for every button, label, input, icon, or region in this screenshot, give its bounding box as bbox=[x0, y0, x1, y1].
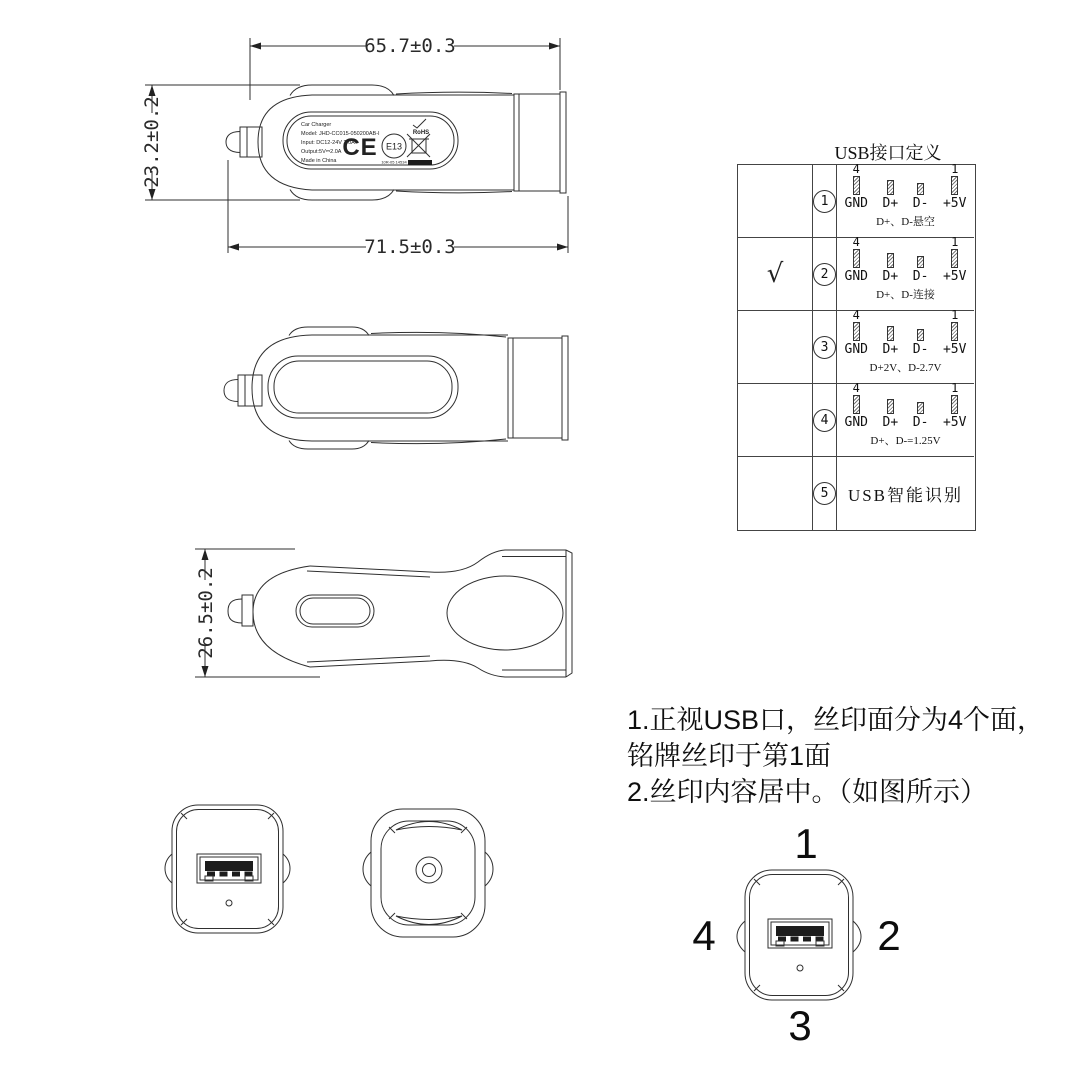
pin-grid bbox=[844, 308, 967, 357]
pin-label-dplus: D+ bbox=[882, 269, 899, 284]
dim-text-71-5: 71.5±0.3 bbox=[364, 236, 456, 258]
center-contact-icon bbox=[416, 857, 442, 883]
row3-number bbox=[813, 311, 837, 384]
row5-note: USB智能识别 bbox=[847, 486, 964, 505]
pin-label-dminus: D- bbox=[912, 269, 929, 284]
pin-grid bbox=[844, 162, 967, 211]
note-line-3: 2.丝印内容居中。（如图所示） bbox=[627, 777, 988, 807]
pin-number-1: 1 bbox=[951, 308, 959, 322]
pin-icon bbox=[853, 176, 860, 195]
pin-icon bbox=[951, 322, 958, 341]
row2-check: √ bbox=[738, 238, 813, 311]
dim-label-face-width bbox=[250, 35, 560, 100]
row4-note: D+、D-=1.25V bbox=[870, 435, 941, 447]
pin-label-gnd: GND bbox=[844, 196, 868, 211]
led-indicator-icon bbox=[797, 965, 803, 971]
pin-label-dminus: D- bbox=[912, 342, 929, 357]
pin-icon bbox=[853, 249, 860, 268]
row1-number bbox=[813, 165, 837, 238]
pin-label-dminus: D- bbox=[912, 196, 929, 211]
pin-icon bbox=[917, 183, 924, 195]
pin-label-5v: +5V bbox=[942, 415, 967, 430]
pin-label-5v: +5V bbox=[942, 196, 967, 211]
pin-number-4: 4 bbox=[852, 235, 860, 249]
view-orientation bbox=[692, 820, 900, 1049]
row3-note: D+2V、D-2.7V bbox=[869, 362, 942, 374]
pin-label-dminus: D- bbox=[912, 415, 929, 430]
view-side-label bbox=[226, 85, 566, 200]
face-label-right: 2 bbox=[877, 912, 901, 959]
pin-icon bbox=[853, 395, 860, 414]
view-front-face bbox=[165, 805, 290, 933]
pin-label-gnd: GND bbox=[844, 415, 868, 430]
dim-text-26-5: 26.5±0.2 bbox=[195, 567, 217, 659]
row3-check bbox=[738, 311, 813, 384]
row2-pin-diagram bbox=[837, 235, 974, 311]
note-line-1: 1.正视USB口，丝印面分为4个面， bbox=[627, 705, 1045, 735]
view-side-plain bbox=[224, 327, 568, 449]
row2-note: D+、D-连接 bbox=[876, 289, 935, 301]
row5-number bbox=[813, 457, 837, 530]
pin-number-4: 4 bbox=[852, 162, 860, 176]
circled-number: 3 bbox=[813, 336, 836, 359]
row4-number bbox=[813, 384, 837, 457]
pin-label-5v: +5V bbox=[942, 269, 967, 284]
face-label-bottom: 3 bbox=[788, 1002, 812, 1049]
dim-side-height bbox=[195, 549, 320, 677]
pin-number-1: 1 bbox=[951, 162, 959, 176]
pin-number-4: 4 bbox=[852, 308, 860, 322]
dim-body-diameter bbox=[141, 85, 300, 200]
weee-bin-icon bbox=[407, 134, 432, 165]
label-model: Model: JHD-CC015-050200AB-I bbox=[301, 131, 380, 137]
pin-icon bbox=[887, 253, 894, 268]
pin-icon bbox=[951, 395, 958, 414]
row5-smart-detect bbox=[837, 457, 974, 530]
silkprint-notes bbox=[627, 702, 1079, 810]
view-rear-face bbox=[363, 809, 493, 937]
pin-number-1: 1 bbox=[951, 381, 959, 395]
pin-icon bbox=[917, 329, 924, 341]
row1-pin-diagram bbox=[837, 162, 974, 238]
e-mark-icon: E13 bbox=[385, 141, 403, 152]
pin-icon bbox=[853, 322, 860, 341]
pin-grid bbox=[844, 235, 967, 284]
usb-port-icon bbox=[768, 919, 832, 948]
ce-mark-icon: CE bbox=[342, 134, 378, 161]
face-label-top: 1 bbox=[794, 820, 818, 867]
row4-check bbox=[738, 384, 813, 457]
pin-icon bbox=[887, 180, 894, 195]
pin-number-4: 4 bbox=[852, 381, 860, 395]
dim-overall-length bbox=[228, 160, 568, 258]
row4-pin-diagram bbox=[837, 381, 974, 457]
row5-check bbox=[738, 457, 813, 530]
label-input: Input: DC12-24V 2.0A bbox=[301, 140, 355, 146]
dim-text-65-7: 65.7±0.3 bbox=[364, 35, 456, 57]
rohs-mark: RoHS bbox=[412, 130, 430, 136]
usb-definition-table bbox=[737, 164, 976, 531]
usb-table-title: USB接口定义 bbox=[834, 143, 942, 163]
pin-icon bbox=[887, 326, 894, 341]
circled-number: 1 bbox=[813, 190, 836, 213]
pin-label-dplus: D+ bbox=[882, 415, 899, 430]
pin-grid bbox=[844, 381, 967, 430]
usb-port-icon bbox=[197, 854, 261, 883]
circled-number: 5 bbox=[813, 482, 836, 505]
pin-label-dplus: D+ bbox=[882, 342, 899, 357]
pin-label-5v: +5V bbox=[942, 342, 967, 357]
pin-label-dplus: D+ bbox=[882, 196, 899, 211]
pin-icon bbox=[917, 256, 924, 268]
note-line-2: 铭牌丝印于第1面 bbox=[627, 741, 832, 771]
pin-icon bbox=[887, 399, 894, 414]
view-side-slot bbox=[228, 550, 572, 677]
row1-note: D+、D-悬空 bbox=[876, 216, 935, 228]
pin-icon bbox=[951, 176, 958, 195]
pin-label-gnd: GND bbox=[844, 269, 868, 284]
label-output: Output:5V⎓2.0A bbox=[301, 149, 342, 155]
row3-pin-diagram bbox=[837, 308, 974, 384]
dim-text-23-2: 23.2±0.2 bbox=[141, 96, 163, 188]
pin-label-gnd: GND bbox=[844, 342, 868, 357]
row2-number bbox=[813, 238, 837, 311]
circled-number: 4 bbox=[813, 409, 836, 432]
label-made-in: Made in China bbox=[301, 158, 337, 164]
led-indicator-icon bbox=[226, 900, 232, 906]
pin-number-1: 1 bbox=[951, 235, 959, 249]
face-label-left: 4 bbox=[692, 912, 716, 959]
row1-check bbox=[738, 165, 813, 238]
e-mark-code: 10R-05 14534 bbox=[381, 159, 407, 165]
pin-icon bbox=[951, 249, 958, 268]
pin-icon bbox=[917, 402, 924, 414]
label-product-name: Car Charger bbox=[301, 122, 332, 128]
circled-number: 2 bbox=[813, 263, 836, 286]
